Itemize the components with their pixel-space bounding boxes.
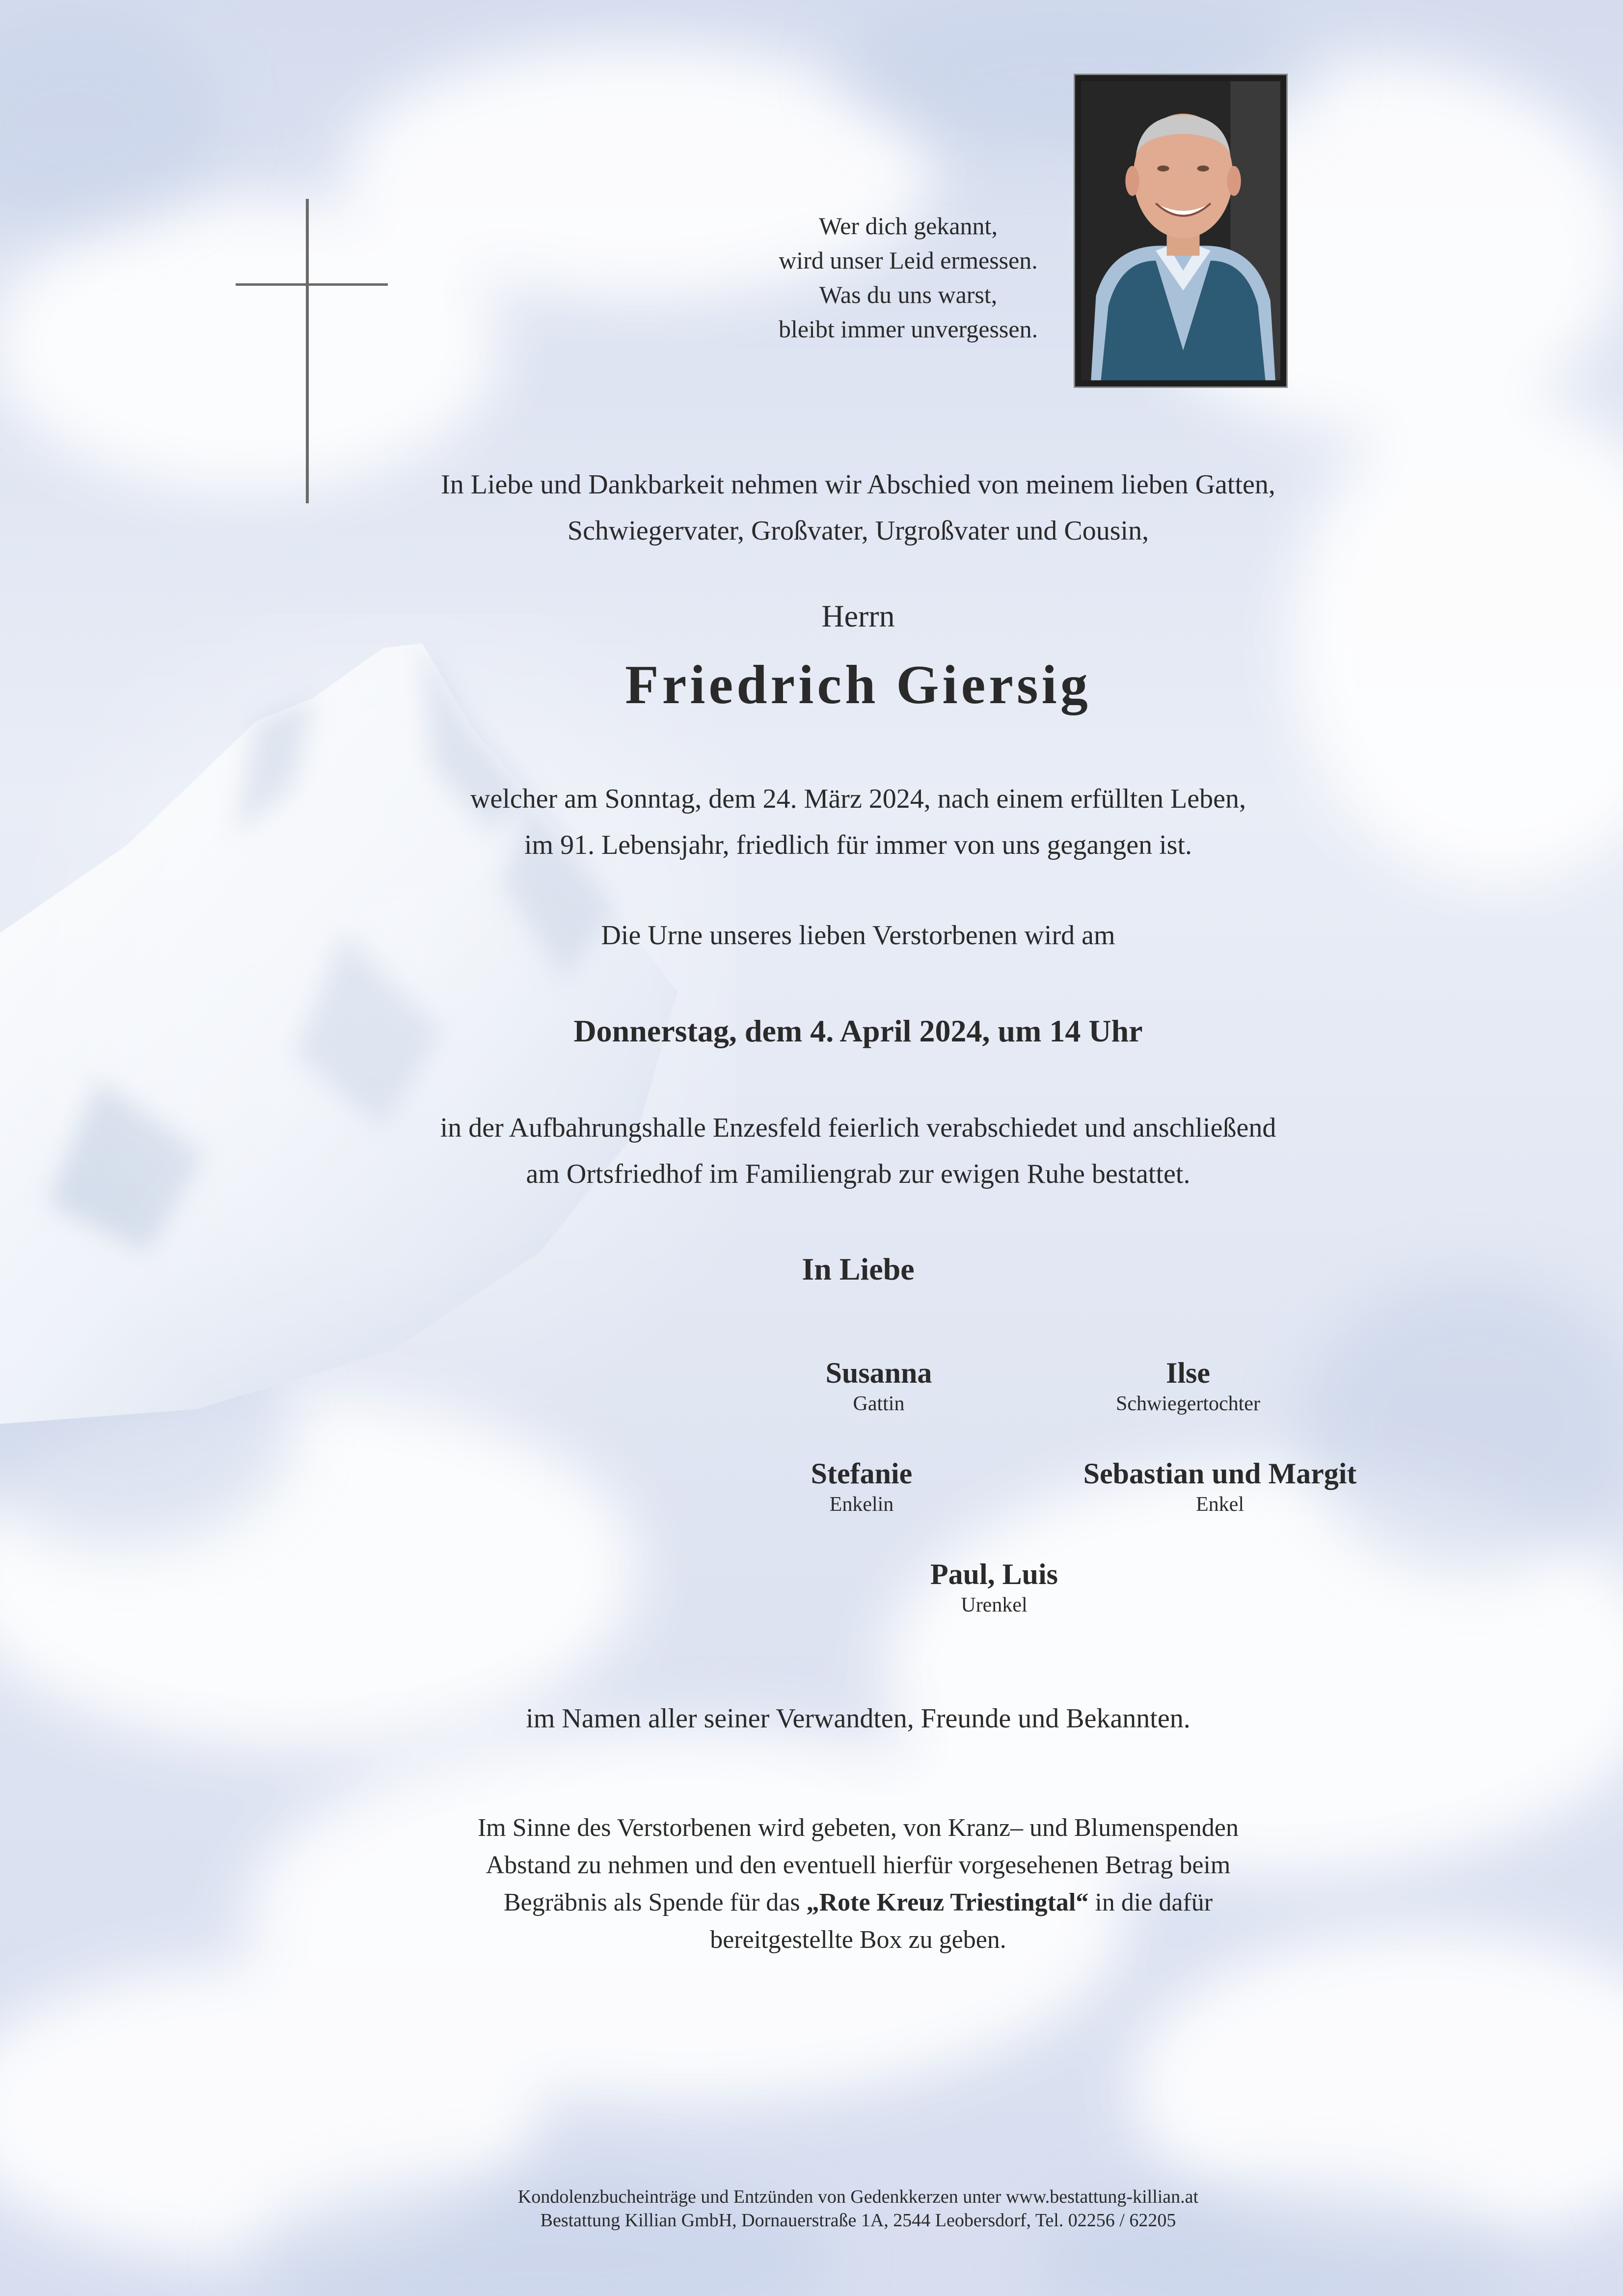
donation-line: Im Sinne des Verstorbenen wird gebeten, von Kranz– und Blumenspenden [477,1814,1239,1842]
poem-line: Wer dich gekannt, [819,212,998,240]
relatives-line: im Namen aller seiner Verwandten, Freunde und Bekannten. [526,1703,1190,1734]
memorial-poem [663,209,1154,346]
donation-line: bereitgestellte Box zu geben. [710,1926,1006,1954]
ceremony-details [0,1105,1623,1197]
mourner [967,1355,1409,1417]
deceased-name: Friedrich Giersig [625,655,1091,715]
mourner-role: Schwiegertochter [1116,1393,1260,1415]
footer-line: Bestattung Killian GmbH, Dornauerstraße 1A, 2544 Leobersdorf, Tel. 02256 / 62205 [540,2210,1176,2231]
intro-line: In Liebe und Dankbarkeit nehmen wir Abschied von meinem lieben Gatten, [441,469,1275,500]
salutation: Herrn [821,599,895,633]
urn-notice: Die Urne unseres lieben Verstorbenen wird am [601,920,1115,951]
cross-icon [236,199,388,503]
mourner [773,1557,1215,1618]
mourner-name: Sebastian und Margit [1083,1457,1357,1490]
donation-request [0,1809,1623,1959]
death-notice-line: im 91. Lebensjahr, friedlich für immer von uns gegangen ist. [524,830,1192,860]
mourner-role: Enkelin [829,1493,894,1516]
mourner-role: Gattin [853,1393,905,1415]
mourner-role: Enkel [1196,1493,1244,1516]
death-notice [0,776,1623,868]
donation-text: in die dafür [1088,1888,1213,1916]
ceremony-line: in der Aufbahrungshalle Enzesfeld feierlich verabschiedet und anschließend [440,1113,1276,1143]
charity-name: „Rote Kreuz Triestingtal“ [806,1888,1089,1916]
funeral-date: Donnerstag, dem 4. April 2024, um 14 Uhr [573,1013,1143,1048]
footer-line: Kondolenzbucheinträge und Entzünden von Gedenkkerzen unter www.bestattung-killian.at [517,2187,1199,2207]
mourner-name: Susanna [825,1357,932,1389]
ceremony-line: am Ortsfriedhof im Familiengrab zur ewigen Ruhe bestattet. [526,1159,1190,1189]
donation-line: Abstand zu nehmen und den eventuell hierfür vorgesehenen Betrag beim [486,1851,1231,1879]
poem-line: bleibt immer unvergessen. [778,315,1038,343]
in-love-heading: In Liebe [802,1252,915,1286]
mourner-name: Paul, Luis [930,1558,1058,1590]
farewell-intro [0,462,1623,554]
mourner-name: Stefanie [811,1457,913,1490]
mourner-name: Ilse [1166,1357,1210,1389]
intro-line: Schwiegervater, Großvater, Urgroßvater und Cousin, [567,516,1149,546]
mourner-role: Urenkel [961,1594,1028,1616]
donation-text: Begräbnis als Spende für das [503,1888,807,1916]
donation-line [93,1884,1623,1921]
footer [0,2185,1623,2232]
poem-line: Was du uns warst, [819,281,998,308]
mourner [999,1456,1441,1518]
poem-line: wird unser Leid ermessen. [779,246,1038,274]
death-notice-line: welcher am Sonntag, dem 24. März 2024, nach einem erfüllten Leben, [470,784,1246,814]
